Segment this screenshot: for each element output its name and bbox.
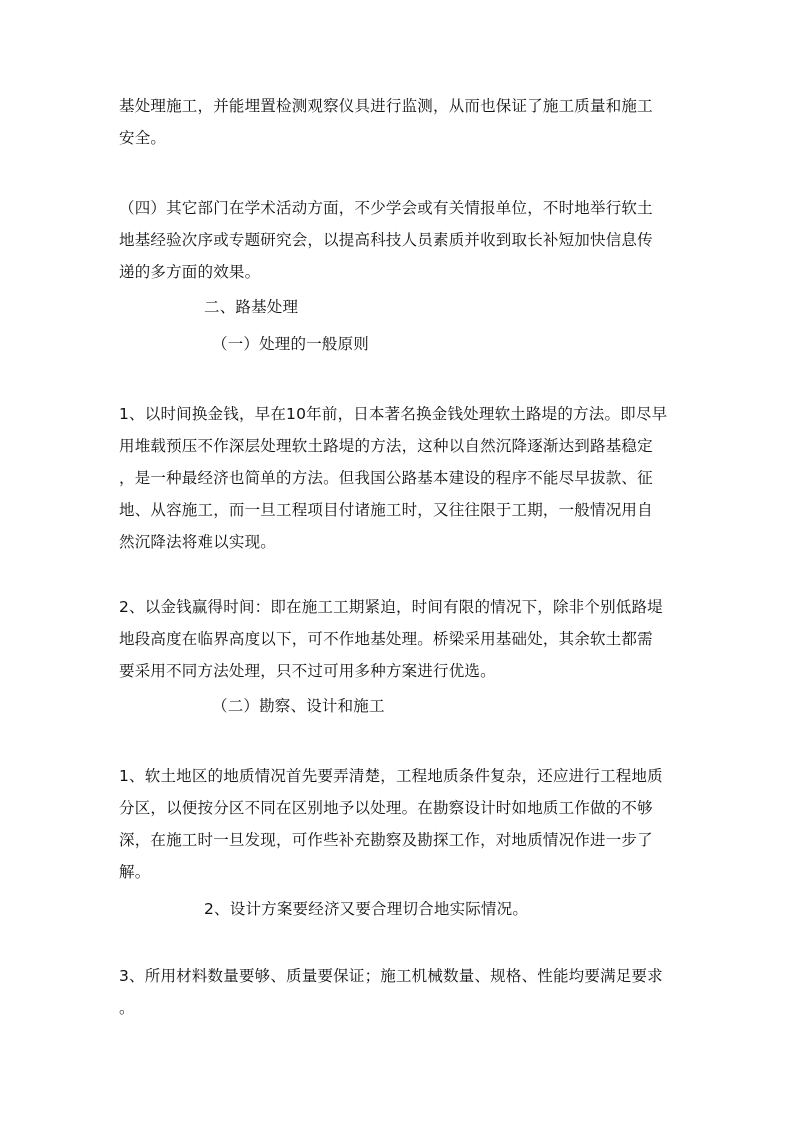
paragraph-line: 2、以金钱赢得时间：即在施工工期紧迫，时间有限的情况下，除非个别低路堤	[119, 598, 663, 616]
paragraph-line: 基处理施工，并能埋置检测观察仪具进行监测，从而也保证了施工质量和施工	[119, 97, 653, 115]
paragraph-line: 地、从容施工，而一旦工程项目付诸施工时，又往往限于工期，一般情况用自	[119, 501, 653, 519]
paragraph-line: 用堆载预压不作深层处理软土路堤的方法，这种以自然沉降逐渐达到路基稳定	[119, 437, 653, 455]
paragraph-line: 。	[119, 999, 135, 1017]
paragraph-line: 1、以时间换金钱，早在10年前，日本著名换金钱处理软土路堤的方法。即尽早	[119, 405, 668, 423]
paragraph-line: 地基经验次序或专题研究会，以提高科技人员素质并收到取长补短加快信息传	[119, 231, 653, 249]
paragraph-line: 2、设计方案要经济又要合理切合地实际情况。	[204, 900, 529, 918]
paragraph-line: 安全。	[119, 129, 167, 147]
paragraph-line: （四）其它部门在学术活动方面，不少学会或有关情报单位，不时地举行软土	[119, 199, 653, 217]
paragraph-line: 分区，以便按分区不同在区别地予以处理。在勘察设计时如地质工作做的不够	[119, 799, 653, 817]
subsection-heading: （二）勘察、设计和施工	[212, 697, 385, 715]
subsection-heading: （一）处理的一般原则	[212, 335, 370, 353]
paragraph-line: ，是一种最经济也简单的方法。但我国公路基本建设的程序不能尽早拔款、征	[119, 469, 653, 487]
paragraph-line: 然沉降法将难以实现。	[119, 533, 277, 551]
paragraph-line: 递的多方面的效果。	[119, 263, 261, 281]
paragraph-line: 地段高度在临界高度以下，可不作地基处理。桥梁采用基础处，其余软土都需	[119, 630, 653, 648]
section-heading: 二、路基处理	[204, 298, 299, 316]
paragraph-line: 3、所用材料数量要够、质量要保证；施工机械数量、规格、性能均要满足要求	[119, 967, 663, 985]
paragraph-line: 要采用不同方法处理，只不过可用多种方案进行优选。	[119, 662, 496, 680]
paragraph-line: 深，在施工时一旦发现，可作些补充勘察及勘探工作，对地质情况作进一步了	[119, 831, 653, 849]
paragraph-line: 解。	[119, 863, 151, 881]
paragraph-line: 1、软土地区的地质情况首先要弄清楚，工程地质条件复杂，还应进行工程地质	[119, 767, 663, 785]
